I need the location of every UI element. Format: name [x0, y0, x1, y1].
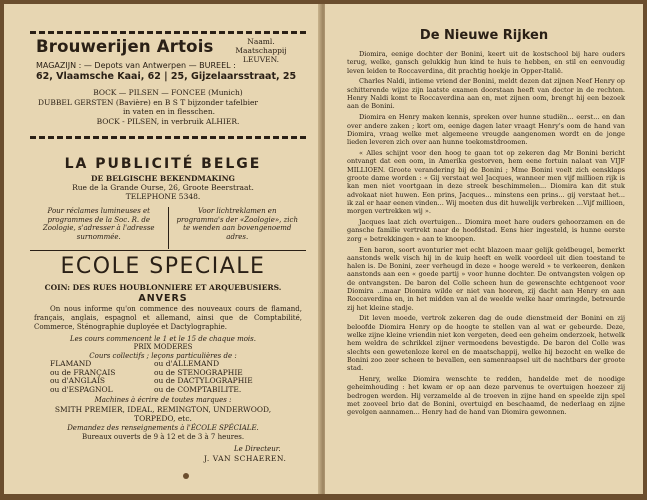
ecole-demandez: Demandez des renseignements à l'ÉCOLE SPÉCIALE. [67, 424, 259, 432]
brewery-company-info [222, 37, 300, 64]
story-paragraph: Jacques laat zich overtuigen... Diomira moet hare ouders gehoorzamen en de gansche familie vertrekt naar de hoofdstad. Eens hier ingesteld, is hunne eerste zorg « betrekkingen » aan te knoopen. [347, 218, 625, 243]
brewery-depots-line: MAGAZIJN : — Depots van Antwerpen — BUREEL : [36, 61, 236, 70]
publicite-subtitle: DE BELGISCHE BEKENDMAKING [91, 174, 235, 183]
story-paragraph: « Alles schijnt voor den hoog te gaan tot op zekeren dag Mr Bonini bericht ontvangt dat een oom, in Amerika gestorven, hem eene fortuin nalaat van VIJF MILLIOEN. Groote verandering bij de Bonini ; Mme Bonini voelt zich eensklaps groote dame worden : « Gij verstaat wel Jacques, wanneer men vijf millioen rijk is kan men niet voortgaan in deze streek beschimmelen... Diomira kan dit stuk advokaat niet huwen. Een prins, Jacques... minstens een prins... gij verstaat het... ik zal er haar eenen vinden... Wij moeten dus dit huwelijk verbreken ...Vijf millioen, morgen vertrekken wij ». [347, 149, 625, 216]
brouwerijen-artois-ad [30, 31, 306, 139]
ecole-intro-text: On nous informe qu'on commence des nouveaux cours de flamand, français, anglais, espagnol et allemand, ainsi que de Comptabilité, Commerce, Sténographie duployée et Dactylographie. [34, 305, 302, 331]
publicite-col-fr: Pour réclames lumineuses et programmes de la Soc. R. de Zoologie, s'adresser à l'adresse surnommée. [42, 207, 155, 241]
story-paragraph: Charles Naldi, intieme vriend der Bonini, meldt dezen dat zijnen Neef Henry op schitterende wijze zijn laatste examen doorstaan heeft van doctor in de rechten. Henry Naldi komt te Roccaverdina aan en, met zijnen oom, brengt hij een bezoek aan de Bonini. [347, 77, 625, 111]
machines-brands-line2: TORPEDO, etc. [134, 414, 192, 423]
left-page [4, 4, 322, 494]
ecole-corner: COIN: DES RUES HOUBLONNIERE ET ARQUEBUSIERS. [44, 283, 282, 292]
ecole-collectifs: Cours collectifs ; leçons particulières de : [89, 352, 237, 360]
brewery-company-type: Naaml. Maatschappij [235, 37, 287, 55]
lang-item: FLAMAND [50, 359, 92, 368]
lang-item: ou d'ESPAGNOL [50, 384, 113, 394]
ecole-director-name: J. VAN SCHAEREN. [204, 454, 287, 463]
story-paragraph: Dit leven moede, vertrok zekeren dag de oude dienstmeid der Bonini en zij beloofde Diomira Henry op de hoogte te stellen van al wat er gebeurde. Deze, welke zijne kleine vriendin niet kon vergeten, deed een geheim onderzoek, hetwelk hem weldra de schrikkel zijner vermoedens bevestigde. De baron del Colle was slechts een gewetenloze kerel en de maatschappij, welke hij bezocht en welke de Bonini zoo zeer scheen te bevallen, een samenraapsel uit de nachtbars der groote stad. [347, 314, 625, 373]
section-divider [30, 250, 306, 251]
story-title: De Nieuwe Rijken [419, 28, 549, 43]
ecole-bureaux: Bureaux ouverts de 9 à 12 et de 3 à 7 heures. [81, 433, 245, 441]
brewery-beers: BOCK — PILSEN — FONCEE (Munich) [93, 88, 243, 97]
brewery-addresses: 62, Vlaamsche Kaai, 62 | 25, Gijzelaarsstraat, 25 [36, 71, 297, 82]
ecole-languages-left [50, 360, 115, 394]
publicite-columns [30, 207, 306, 249]
story-paragraph: Diomira, eenige dochter der Bonini, keert uit de kostschool bij hare ouders terug, welke, gansch gelukkig hun kind te huis te hebben, en stil en eenvoudig leven leiden te Roccaverdina, dit prachtig hoekje in Opper-Italië. [347, 50, 625, 75]
ecole-machines-label: Machines à écrire de toutes marques : [94, 396, 232, 404]
publicite-telephone: TELEPHONE 5348. [125, 192, 201, 201]
ecole-languages-right [154, 360, 253, 394]
brewery-dubbel-line2: in vaten en in flesschen. [122, 107, 216, 116]
story-paragraph: Een baron, soort avonturier met echt blazoen maar gelijk geldbeugel, bemerkt aanstonds welk visch hij in de kuip heeft en welk voordeel uit dien toestand te halen is. De Bonini, zeer verheugd in deze « hooge wereld » te verkeeren, denken aanstonds aan een « goede partij » voor hunne dochter. De ontvangsten volgen op de ontvangsten. De baron del Colle scheen hun de gewenschte echtgenoot voor Diomira ...maar Diomira wilde er niet van hooren, zij dacht aan Henry en aan Roccaverdina en, in het midden van al de weelde welke haar omringde, betreurde zij het kleine stadje. [347, 245, 625, 312]
lang-item: ou d'ANGLAIS [50, 376, 106, 386]
publicite-address: Rue de la Grande Ourse, 26, Groote Beerstraat. [72, 183, 254, 192]
brewery-dubbel-line1: DUBBEL GERSTEN (Bavière) en B S T bijzonder tafelbier [38, 98, 258, 107]
brewery-retail: BOCK - PILSEN, in verbruik ALHIER. [96, 117, 240, 126]
brewery-brand: Brouwerijen Artois [36, 37, 214, 56]
ecole-cours-dates: Les cours commencent le 1 et le 15 de chaque mois. [69, 335, 256, 343]
ecole-prix: PRIX MODERES [133, 343, 193, 351]
ecole-city: ANVERS [138, 293, 188, 304]
ecole-intro [34, 305, 302, 331]
lang-item: ou de FRANÇAIS [50, 367, 116, 377]
publicite-title: LA PUBLICITÉ BELGE [64, 156, 262, 172]
ecole-machines-brands [4, 405, 322, 423]
brewery-dubbel [36, 98, 300, 116]
right-page [325, 4, 643, 494]
publicite-col-nl: Voor lichtreklamen en programma's der «Zoologie», zich te wenden aan bovengenoemd adres. [176, 207, 298, 241]
lang-item: ou de COMPTABILITE. [154, 384, 242, 394]
lang-item: ou de DACTYLOGRAPHIE [154, 376, 253, 386]
ecole-title: ECOLE SPECIALE [60, 254, 266, 279]
lang-item: ou de STENOGRAPHIE [154, 367, 243, 377]
staple-hole [183, 473, 189, 479]
story-paragraph: Henry, welke Diomira wenschte te redden, handelde met de noodige geheimhouding : het kwam er op aan deze parvenus te overtuigen hoezeer zij bedrogen werden. Hij verzamelde al de troeven in zijne hand en speelde zijn spel met zooveel brio dat de Bonini, overtuigd en beschaamd, de nederlaag en zijne gevolgen aannamen... Henry had de hand van Diomira gewonnen. [347, 375, 625, 417]
ecole-director-label: Le Directeur. [234, 445, 281, 453]
story-body [347, 50, 625, 419]
lang-item: ou d'ALLEMAND [154, 359, 220, 368]
machines-brands-line1: SMITH PREMIER, IDEAL, REMINGTON, UNDERWOOD, [54, 405, 272, 414]
story-paragraph: Diomira en Henry maken kennis, spreken over hunne studiën... eerst... en dan over andere zaken ; kort om, eenige dagen later vraagt Henry's oom de hand van Diomira, vraag welke met algemeene vreugde aangenomen wordt en de jonge lieden leveren zich over aan hunne toekomstdroomen. [347, 113, 625, 147]
brewery-city: LEUVEN. [242, 55, 280, 64]
